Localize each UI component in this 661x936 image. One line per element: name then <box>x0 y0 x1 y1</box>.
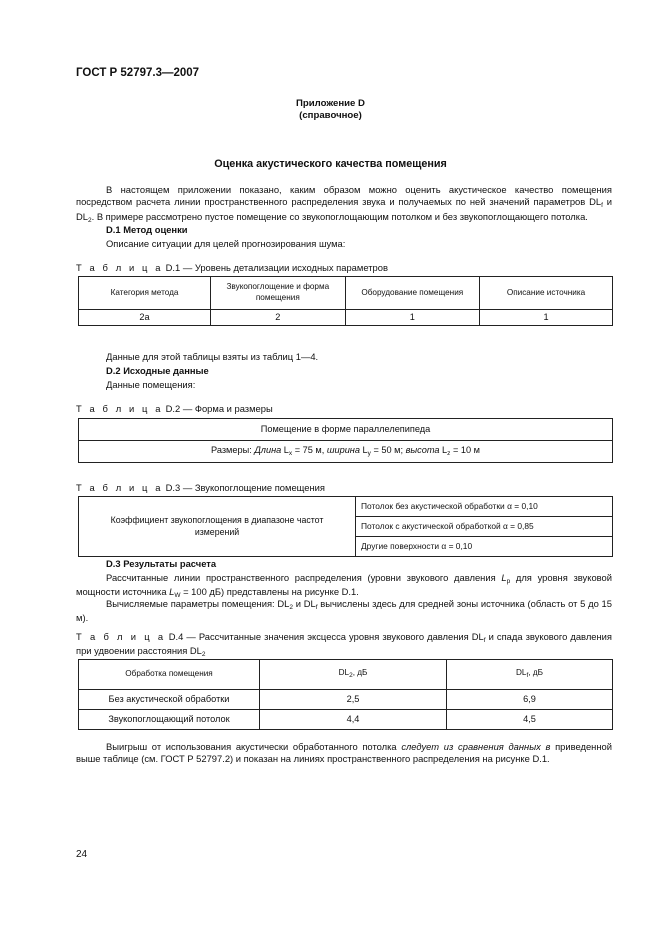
table-row <box>79 710 613 730</box>
table-row <box>79 441 613 463</box>
table2 <box>78 418 613 463</box>
table1-cell: 2а <box>79 310 211 326</box>
table1-header-cell: Описание источника <box>480 277 613 310</box>
table3-label-cell: Коэффициент звукопоглощения в диапазоне частот измерений <box>79 497 356 557</box>
section-d3-paragraph-2: Вычисляемые параметры помещения: $DL_2$ и $DL_f$ вычислены здесь для средней зоны источника (область от 5 до 15 м). <box>76 598 612 624</box>
table3-cell: Другие поверхности α = 0,10 <box>356 537 613 557</box>
intro-paragraph: В настоящем приложении показано, каким образом можно оценить акустическое качество помещения посредством расчета линии пространственного распределения звука и получаемых по ней значений параметров $DL_f$ и $DL_2$. В примере рассмотрено пустое помещение со звукопоглощающим потолком и без звукопоглощающего потолка. <box>76 184 613 224</box>
table4-cell: 2,5 <box>260 690 447 710</box>
table3-caption: Т а б л и ц а D.3 — Звукопоглощение помещения <box>76 482 325 493</box>
table4 <box>78 659 613 730</box>
table4-cell: 4,5 <box>447 710 613 730</box>
table4-cell: 4,4 <box>260 710 447 730</box>
appendix-label: Приложение D <box>296 98 365 109</box>
table1-cell: 1 <box>345 310 479 326</box>
table1-header-cell: Категория метода <box>79 277 211 310</box>
table1-source-note: Данные для этой таблицы взяты из таблиц 1—4. <box>106 351 319 362</box>
table1-caption: Т а б л и ц а D.1 — Уровень детализации исходных параметров <box>76 262 388 273</box>
table3 <box>78 496 613 557</box>
table-row <box>79 310 613 326</box>
table4-cell: Без акустической обработки <box>79 690 260 710</box>
table-row <box>79 419 613 441</box>
table4-cell: 6,9 <box>447 690 613 710</box>
table2-caption: Т а б л и ц а D.2 — Форма и размеры <box>76 403 273 414</box>
table-row <box>79 690 613 710</box>
section-d2-heading: D.2 Исходные данные <box>106 365 209 376</box>
section-d1-heading: D.1 Метод оценки <box>106 224 188 235</box>
table4-header-cell: $DL_f$, дБ <box>447 660 613 690</box>
table4-caption: Т а б л и ц а D.4 — Рассчитанные значения эксцесса уровня звукового давления $DL_f$ и спада звукового давления при удвоении расстояния $DL_2$ <box>76 631 613 659</box>
section-d2-text: Данные помещения: <box>106 379 196 390</box>
page-number: 24 <box>76 849 88 860</box>
section-d3-heading: D.3 Результаты расчета <box>106 558 217 569</box>
table-row <box>79 497 613 517</box>
table2-cell: Помещение в форме параллелепипеда <box>79 419 613 441</box>
table3-cell: Потолок без акустической обработки α = 0,10 <box>356 497 613 517</box>
closing-paragraph: Выигрыш от использования акустически обработанного потолка следует из сравнения данных в приведенной выше таблице (см. ГОСТ Р 52797.2) и показан на линиях пространственного распределения на рисунке D.1. <box>76 741 612 765</box>
section-d3-paragraph-1: Рассчитанные линии пространственного распределения (уровни звукового давления $L_p$ для уровня звуковой мощности источника $L_W = 100$ дБ) представлены на рисунке D.1. <box>76 572 612 600</box>
table1 <box>78 276 613 326</box>
table-row <box>79 277 613 310</box>
table1-cell: 1 <box>480 310 613 326</box>
table4-header-cell: Обработка помещения <box>79 660 260 690</box>
table2-cell: Размеры: Длина $L_x = 75$ м, ширина $L_y = 50$ м; высота $L_z = 10$ м <box>79 441 613 463</box>
table1-header-cell: Оборудование помещения <box>345 277 479 310</box>
table3-cell: Потолок с акустической обработкой α = 0,85 <box>356 517 613 537</box>
appendix-type: (справочное) <box>299 110 362 122</box>
appendix-title: Оценка акустического качества помещения <box>214 158 447 170</box>
table4-header-cell: $DL_2$, дБ <box>260 660 447 690</box>
table4-cell: Звукопоглощающий потолок <box>79 710 260 730</box>
table1-cell: 2 <box>211 310 346 326</box>
table-row <box>79 660 613 690</box>
document-id: ГОСТ Р 52797.3—2007 <box>76 67 200 79</box>
appendix-heading <box>0 98 661 123</box>
table1-header-cell: Звукопоглощение и форма помещения <box>211 277 346 310</box>
section-d1-text: Описание ситуации для целей прогнозирования шума: <box>106 238 346 249</box>
